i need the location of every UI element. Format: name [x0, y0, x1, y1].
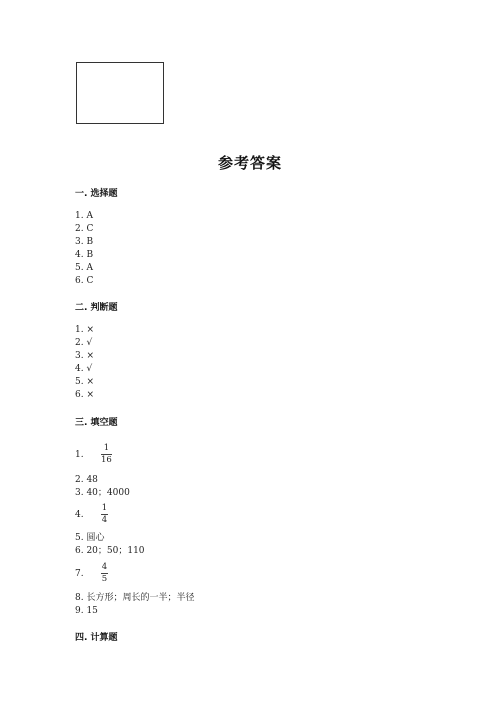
fraction — [101, 504, 108, 525]
section-heading-fill: 三. 填空题 — [75, 418, 118, 428]
answer-line: 6. × — [75, 390, 94, 400]
answer-label: 4. — [75, 510, 84, 520]
answer-label: 7. — [75, 569, 84, 579]
fraction-numerator: 4 — [101, 562, 108, 572]
answer-line: 6. C — [75, 276, 94, 286]
fraction-denominator: 16 — [101, 455, 112, 465]
fraction-numerator: 1 — [103, 443, 110, 453]
answer-line: 2. C — [75, 224, 94, 234]
section-heading-calc: 四. 计算题 — [75, 633, 118, 643]
fraction-denominator: 5 — [101, 574, 108, 584]
section-heading-choice: 一. 选择题 — [75, 189, 118, 199]
rectangle-figure — [76, 62, 164, 124]
answer-label: 1. — [75, 450, 84, 460]
fraction — [101, 563, 108, 584]
answer-line: 2. √ — [75, 338, 93, 348]
answer-line: 9. 15 — [75, 606, 98, 616]
answer-line: 1. × — [75, 325, 94, 335]
fraction — [101, 444, 112, 465]
answer-line: 4. √ — [75, 364, 93, 374]
answer-title: 参考答案 — [217, 154, 282, 172]
answer-line: 2. 48 — [75, 475, 98, 485]
section-heading-judge: 二. 判断题 — [75, 303, 118, 313]
answer-line: 3. 40；4000 — [75, 488, 130, 498]
answer-line: 3. × — [75, 351, 94, 361]
answer-line: 5. × — [75, 377, 94, 387]
answer-line: 5. A — [75, 263, 93, 273]
answer-line: 6. 20；50；110 — [75, 546, 145, 556]
answer-line: 5. 圆心 — [75, 533, 105, 543]
answer-line: 1. A — [75, 211, 93, 221]
answer-line: 4. B — [75, 250, 94, 260]
fraction-denominator: 4 — [101, 515, 108, 525]
fraction-numerator: 1 — [101, 503, 108, 513]
answer-line: 8. 长方形；周长的一半；半径 — [75, 593, 195, 603]
answer-line: 3. B — [75, 237, 94, 247]
